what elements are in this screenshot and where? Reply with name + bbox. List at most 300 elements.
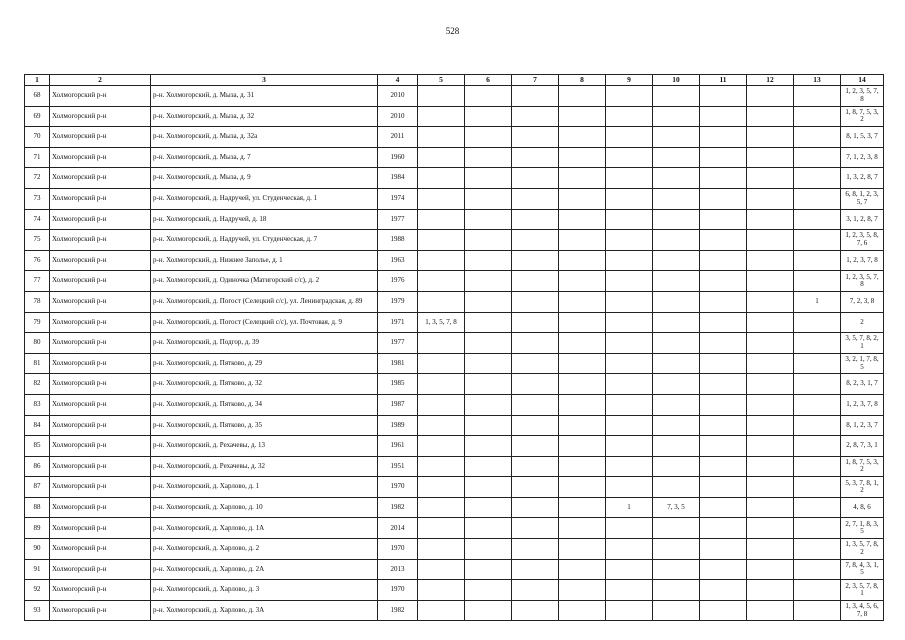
- col9-cell: 1: [606, 497, 653, 518]
- table-row: [25, 539, 884, 560]
- col7-cell: [512, 518, 559, 539]
- col14-cell: 2, 8, 7, 3, 1: [841, 436, 884, 457]
- row-number: 76: [25, 250, 50, 271]
- year-cell: 2011: [378, 127, 418, 148]
- col11-cell: [700, 394, 747, 415]
- col13-cell: [794, 188, 841, 209]
- col8-cell: [559, 147, 606, 168]
- col14-cell: 1, 8, 7, 5, 3, 2: [841, 106, 884, 127]
- col10-cell: [653, 580, 700, 601]
- col6-cell: [465, 271, 512, 292]
- row-number: 90: [25, 539, 50, 560]
- col14-cell: 2: [841, 312, 884, 333]
- column-header-13: 13: [794, 75, 841, 86]
- district-cell: Холмогорский р-н: [50, 127, 151, 148]
- col8-cell: [559, 518, 606, 539]
- col13-cell: [794, 271, 841, 292]
- col8-cell: [559, 580, 606, 601]
- col12-cell: [747, 230, 794, 251]
- housing-register-table: [24, 74, 884, 621]
- table-row: [25, 188, 884, 209]
- col10-cell: [653, 477, 700, 498]
- address-cell: р-н. Холмогорский, д. Нижнее Заполье, д. 1: [151, 250, 378, 271]
- col12-cell: [747, 86, 794, 107]
- district-cell: Холмогорский р-н: [50, 271, 151, 292]
- col10-cell: [653, 250, 700, 271]
- col8-cell: [559, 127, 606, 148]
- column-header-11: 11: [700, 75, 747, 86]
- col5-cell: [418, 209, 465, 230]
- col10-cell: [653, 86, 700, 107]
- col7-cell: [512, 374, 559, 395]
- address-cell: р-н. Холмогорский, д. Харлово, д. 10: [151, 497, 378, 518]
- col9-cell: [606, 106, 653, 127]
- col5-cell: [418, 394, 465, 415]
- row-number: 79: [25, 312, 50, 333]
- table-row: [25, 477, 884, 498]
- col6-cell: [465, 147, 512, 168]
- col6-cell: [465, 106, 512, 127]
- col12-cell: [747, 291, 794, 312]
- col14-cell: 2, 7, 1, 8, 3, 5: [841, 518, 884, 539]
- column-header-7: 7: [512, 75, 559, 86]
- row-number: 86: [25, 456, 50, 477]
- row-number: 71: [25, 147, 50, 168]
- col14-cell: 7, 1, 2, 3, 8: [841, 147, 884, 168]
- col6-cell: [465, 497, 512, 518]
- col13-cell: [794, 518, 841, 539]
- col14-cell: 6, 8, 1, 2, 3, 5, 7: [841, 188, 884, 209]
- col9-cell: [606, 600, 653, 621]
- col6-cell: [465, 436, 512, 457]
- col11-cell: [700, 539, 747, 560]
- col11-cell: [700, 477, 747, 498]
- district-cell: Холмогорский р-н: [50, 291, 151, 312]
- col10-cell: [653, 209, 700, 230]
- table-row: [25, 497, 884, 518]
- col5-cell: [418, 333, 465, 354]
- address-cell: р-н. Холмогорский, д. Рехачевы, д. 32: [151, 456, 378, 477]
- col9-cell: [606, 127, 653, 148]
- col14-cell: 8, 1, 5, 3, 7: [841, 127, 884, 148]
- col8-cell: [559, 497, 606, 518]
- col5-cell: [418, 353, 465, 374]
- col6-cell: [465, 477, 512, 498]
- address-cell: р-н. Холмогорский, д. Пятково, д. 32: [151, 374, 378, 395]
- col6-cell: [465, 86, 512, 107]
- col7-cell: [512, 209, 559, 230]
- year-cell: 2013: [378, 559, 418, 580]
- col7-cell: [512, 147, 559, 168]
- row-number: 92: [25, 580, 50, 601]
- col14-cell: 8, 1, 2, 3, 7: [841, 415, 884, 436]
- year-cell: 1960: [378, 147, 418, 168]
- col7-cell: [512, 333, 559, 354]
- col10-cell: 7, 3, 5: [653, 497, 700, 518]
- col11-cell: [700, 188, 747, 209]
- col8-cell: [559, 209, 606, 230]
- col8-cell: [559, 312, 606, 333]
- col12-cell: [747, 497, 794, 518]
- col13-cell: [794, 415, 841, 436]
- table-row: [25, 353, 884, 374]
- col9-cell: [606, 147, 653, 168]
- col12-cell: [747, 250, 794, 271]
- col9-cell: [606, 374, 653, 395]
- col7-cell: [512, 86, 559, 107]
- col6-cell: [465, 230, 512, 251]
- col7-cell: [512, 106, 559, 127]
- col7-cell: [512, 127, 559, 148]
- col7-cell: [512, 580, 559, 601]
- year-cell: 1982: [378, 600, 418, 621]
- col5-cell: [418, 477, 465, 498]
- district-cell: Холмогорский р-н: [50, 394, 151, 415]
- col5-cell: [418, 230, 465, 251]
- table-row: [25, 436, 884, 457]
- year-cell: 1951: [378, 456, 418, 477]
- col13-cell: [794, 168, 841, 189]
- year-cell: 1970: [378, 580, 418, 601]
- col6-cell: [465, 415, 512, 436]
- col5-cell: [418, 600, 465, 621]
- col5-cell: [418, 456, 465, 477]
- address-cell: р-н. Холмогорский, д. Подгор, д. 39: [151, 333, 378, 354]
- col6-cell: [465, 291, 512, 312]
- table-row: [25, 147, 884, 168]
- row-number: 82: [25, 374, 50, 395]
- col11-cell: [700, 415, 747, 436]
- district-cell: Холмогорский р-н: [50, 230, 151, 251]
- year-cell: 1981: [378, 353, 418, 374]
- row-number: 72: [25, 168, 50, 189]
- col6-cell: [465, 518, 512, 539]
- col8-cell: [559, 456, 606, 477]
- col5-cell: 1, 3, 5, 7, 8: [418, 312, 465, 333]
- col10-cell: [653, 539, 700, 560]
- col5-cell: [418, 86, 465, 107]
- col8-cell: [559, 600, 606, 621]
- col5-cell: [418, 168, 465, 189]
- col13-cell: [794, 333, 841, 354]
- col14-cell: 1, 2, 3, 5, 7, 8: [841, 271, 884, 292]
- col14-cell: 1, 2, 3, 5, 8, 7, 6: [841, 230, 884, 251]
- col12-cell: [747, 353, 794, 374]
- col10-cell: [653, 168, 700, 189]
- col13-cell: [794, 374, 841, 395]
- row-number: 80: [25, 333, 50, 354]
- col9-cell: [606, 291, 653, 312]
- col9-cell: [606, 168, 653, 189]
- district-cell: Холмогорский р-н: [50, 456, 151, 477]
- year-cell: 1961: [378, 436, 418, 457]
- row-number: 70: [25, 127, 50, 148]
- col14-cell: 7, 2, 3, 8: [841, 291, 884, 312]
- col11-cell: [700, 580, 747, 601]
- table-row: [25, 580, 884, 601]
- col8-cell: [559, 106, 606, 127]
- district-cell: Холмогорский р-н: [50, 436, 151, 457]
- column-header-6: 6: [465, 75, 512, 86]
- table-row: [25, 168, 884, 189]
- col6-cell: [465, 188, 512, 209]
- col14-cell: 1, 3, 2, 8, 7: [841, 168, 884, 189]
- col7-cell: [512, 497, 559, 518]
- address-cell: р-н. Холмогорский, д. Мыза, д. 9: [151, 168, 378, 189]
- table-row: [25, 291, 884, 312]
- table-row: [25, 456, 884, 477]
- district-cell: Холмогорский р-н: [50, 333, 151, 354]
- col5-cell: [418, 106, 465, 127]
- col8-cell: [559, 188, 606, 209]
- address-cell: р-н. Холмогорский, д. Одиночка (Матигорский с/с), д. 2: [151, 271, 378, 292]
- col7-cell: [512, 168, 559, 189]
- col7-cell: [512, 312, 559, 333]
- col7-cell: [512, 353, 559, 374]
- table-row: [25, 518, 884, 539]
- address-cell: р-н. Холмогорский, д. Погост (Селецкий с/с), ул. Почтовая, д. 9: [151, 312, 378, 333]
- row-number: 77: [25, 271, 50, 292]
- column-header-1: 1: [25, 75, 50, 86]
- col9-cell: [606, 188, 653, 209]
- col10-cell: [653, 374, 700, 395]
- year-cell: 1976: [378, 271, 418, 292]
- col11-cell: [700, 374, 747, 395]
- col10-cell: [653, 106, 700, 127]
- col12-cell: [747, 374, 794, 395]
- col10-cell: [653, 127, 700, 148]
- col9-cell: [606, 436, 653, 457]
- col8-cell: [559, 86, 606, 107]
- address-cell: р-н. Холмогорский, д. Харлово, д. 3А: [151, 600, 378, 621]
- column-header-12: 12: [747, 75, 794, 86]
- district-cell: Холмогорский р-н: [50, 580, 151, 601]
- col10-cell: [653, 333, 700, 354]
- table-row: [25, 250, 884, 271]
- col5-cell: [418, 518, 465, 539]
- col13-cell: [794, 230, 841, 251]
- col12-cell: [747, 168, 794, 189]
- table-row: [25, 600, 884, 621]
- col14-cell: 7, 8, 4, 3, 1, 5: [841, 559, 884, 580]
- table-row: [25, 271, 884, 292]
- col14-cell: 1, 2, 3, 5, 7, 8: [841, 86, 884, 107]
- col13-cell: [794, 127, 841, 148]
- district-cell: Холмогорский р-н: [50, 518, 151, 539]
- col10-cell: [653, 559, 700, 580]
- row-number: 68: [25, 86, 50, 107]
- address-cell: р-н. Холмогорский, д. Харлово, д. 2: [151, 539, 378, 560]
- col13-cell: 1: [794, 291, 841, 312]
- col8-cell: [559, 291, 606, 312]
- col11-cell: [700, 127, 747, 148]
- col5-cell: [418, 497, 465, 518]
- district-cell: Холмогорский р-н: [50, 497, 151, 518]
- col13-cell: [794, 477, 841, 498]
- col5-cell: [418, 436, 465, 457]
- col9-cell: [606, 394, 653, 415]
- col5-cell: [418, 291, 465, 312]
- col14-cell: 1, 3, 4, 5, 6, 7, 8: [841, 600, 884, 621]
- row-number: 84: [25, 415, 50, 436]
- col14-cell: 3, 1, 2, 8, 7: [841, 209, 884, 230]
- col6-cell: [465, 127, 512, 148]
- year-cell: 1977: [378, 209, 418, 230]
- column-header-4: 4: [378, 75, 418, 86]
- col11-cell: [700, 230, 747, 251]
- col5-cell: [418, 415, 465, 436]
- col12-cell: [747, 436, 794, 457]
- col6-cell: [465, 333, 512, 354]
- table-row: [25, 559, 884, 580]
- col9-cell: [606, 456, 653, 477]
- col8-cell: [559, 271, 606, 292]
- col12-cell: [747, 106, 794, 127]
- col10-cell: [653, 415, 700, 436]
- column-header-14: 14: [841, 75, 884, 86]
- district-cell: Холмогорский р-н: [50, 86, 151, 107]
- address-cell: р-н. Холмогорский, д. Харлово, д. 1А: [151, 518, 378, 539]
- col8-cell: [559, 415, 606, 436]
- table-row: [25, 312, 884, 333]
- col8-cell: [559, 559, 606, 580]
- col5-cell: [418, 250, 465, 271]
- year-cell: 1963: [378, 250, 418, 271]
- col14-cell: 8, 2, 3, 1, 7: [841, 374, 884, 395]
- col6-cell: [465, 250, 512, 271]
- col13-cell: [794, 600, 841, 621]
- col10-cell: [653, 147, 700, 168]
- col11-cell: [700, 312, 747, 333]
- col10-cell: [653, 353, 700, 374]
- col8-cell: [559, 374, 606, 395]
- col8-cell: [559, 250, 606, 271]
- col6-cell: [465, 168, 512, 189]
- col5-cell: [418, 580, 465, 601]
- col6-cell: [465, 353, 512, 374]
- col6-cell: [465, 312, 512, 333]
- year-cell: 1977: [378, 333, 418, 354]
- year-cell: 2014: [378, 518, 418, 539]
- col7-cell: [512, 539, 559, 560]
- col13-cell: [794, 497, 841, 518]
- col11-cell: [700, 518, 747, 539]
- col8-cell: [559, 230, 606, 251]
- address-cell: р-н. Холмогорский, д. Пятково, д. 35: [151, 415, 378, 436]
- district-cell: Холмогорский р-н: [50, 600, 151, 621]
- district-cell: Холмогорский р-н: [50, 250, 151, 271]
- col7-cell: [512, 230, 559, 251]
- table-row: [25, 106, 884, 127]
- year-cell: 1984: [378, 168, 418, 189]
- address-cell: р-н. Холмогорский, д. Мыза, д. 7: [151, 147, 378, 168]
- year-cell: 2010: [378, 106, 418, 127]
- year-cell: 2010: [378, 86, 418, 107]
- column-header-9: 9: [606, 75, 653, 86]
- col7-cell: [512, 559, 559, 580]
- year-cell: 1987: [378, 394, 418, 415]
- col14-cell: 1, 8, 7, 5, 3, 2: [841, 456, 884, 477]
- col7-cell: [512, 188, 559, 209]
- col7-cell: [512, 271, 559, 292]
- col9-cell: [606, 230, 653, 251]
- col7-cell: [512, 600, 559, 621]
- col10-cell: [653, 271, 700, 292]
- col6-cell: [465, 456, 512, 477]
- row-number: 78: [25, 291, 50, 312]
- col12-cell: [747, 394, 794, 415]
- col9-cell: [606, 333, 653, 354]
- district-cell: Холмогорский р-н: [50, 539, 151, 560]
- col8-cell: [559, 436, 606, 457]
- col6-cell: [465, 394, 512, 415]
- col10-cell: [653, 312, 700, 333]
- col13-cell: [794, 394, 841, 415]
- col5-cell: [418, 188, 465, 209]
- col11-cell: [700, 353, 747, 374]
- district-cell: Холмогорский р-н: [50, 188, 151, 209]
- address-cell: р-н. Холмогорский, д. Надручей, д. 18: [151, 209, 378, 230]
- column-header-5: 5: [418, 75, 465, 86]
- col9-cell: [606, 580, 653, 601]
- row-number: 88: [25, 497, 50, 518]
- col9-cell: [606, 518, 653, 539]
- col9-cell: [606, 477, 653, 498]
- col13-cell: [794, 86, 841, 107]
- col8-cell: [559, 394, 606, 415]
- col14-cell: 1, 2, 3, 7, 8: [841, 394, 884, 415]
- col12-cell: [747, 127, 794, 148]
- col9-cell: [606, 415, 653, 436]
- row-number: 89: [25, 518, 50, 539]
- col14-cell: 5, 3, 7, 8, 1, 2: [841, 477, 884, 498]
- district-cell: Холмогорский р-н: [50, 209, 151, 230]
- year-cell: 1985: [378, 374, 418, 395]
- col12-cell: [747, 539, 794, 560]
- col14-cell: 1, 2, 3, 7, 8: [841, 250, 884, 271]
- column-header-3: 3: [151, 75, 378, 86]
- col13-cell: [794, 456, 841, 477]
- table-row: [25, 209, 884, 230]
- row-number: 69: [25, 106, 50, 127]
- col11-cell: [700, 559, 747, 580]
- year-cell: 1988: [378, 230, 418, 251]
- col9-cell: [606, 539, 653, 560]
- col13-cell: [794, 353, 841, 374]
- address-cell: р-н. Холмогорский, д. Пятково, д. 29: [151, 353, 378, 374]
- address-cell: р-н. Холмогорский, д. Харлово, д. 1: [151, 477, 378, 498]
- col6-cell: [465, 374, 512, 395]
- col5-cell: [418, 271, 465, 292]
- column-header-2: 2: [50, 75, 151, 86]
- col13-cell: [794, 209, 841, 230]
- col8-cell: [559, 353, 606, 374]
- col13-cell: [794, 436, 841, 457]
- row-number: 73: [25, 188, 50, 209]
- col9-cell: [606, 250, 653, 271]
- col5-cell: [418, 374, 465, 395]
- district-cell: Холмогорский р-н: [50, 559, 151, 580]
- col13-cell: [794, 312, 841, 333]
- col11-cell: [700, 168, 747, 189]
- col10-cell: [653, 518, 700, 539]
- col13-cell: [794, 539, 841, 560]
- col6-cell: [465, 559, 512, 580]
- row-number: 75: [25, 230, 50, 251]
- row-number: 83: [25, 394, 50, 415]
- col13-cell: [794, 580, 841, 601]
- col12-cell: [747, 271, 794, 292]
